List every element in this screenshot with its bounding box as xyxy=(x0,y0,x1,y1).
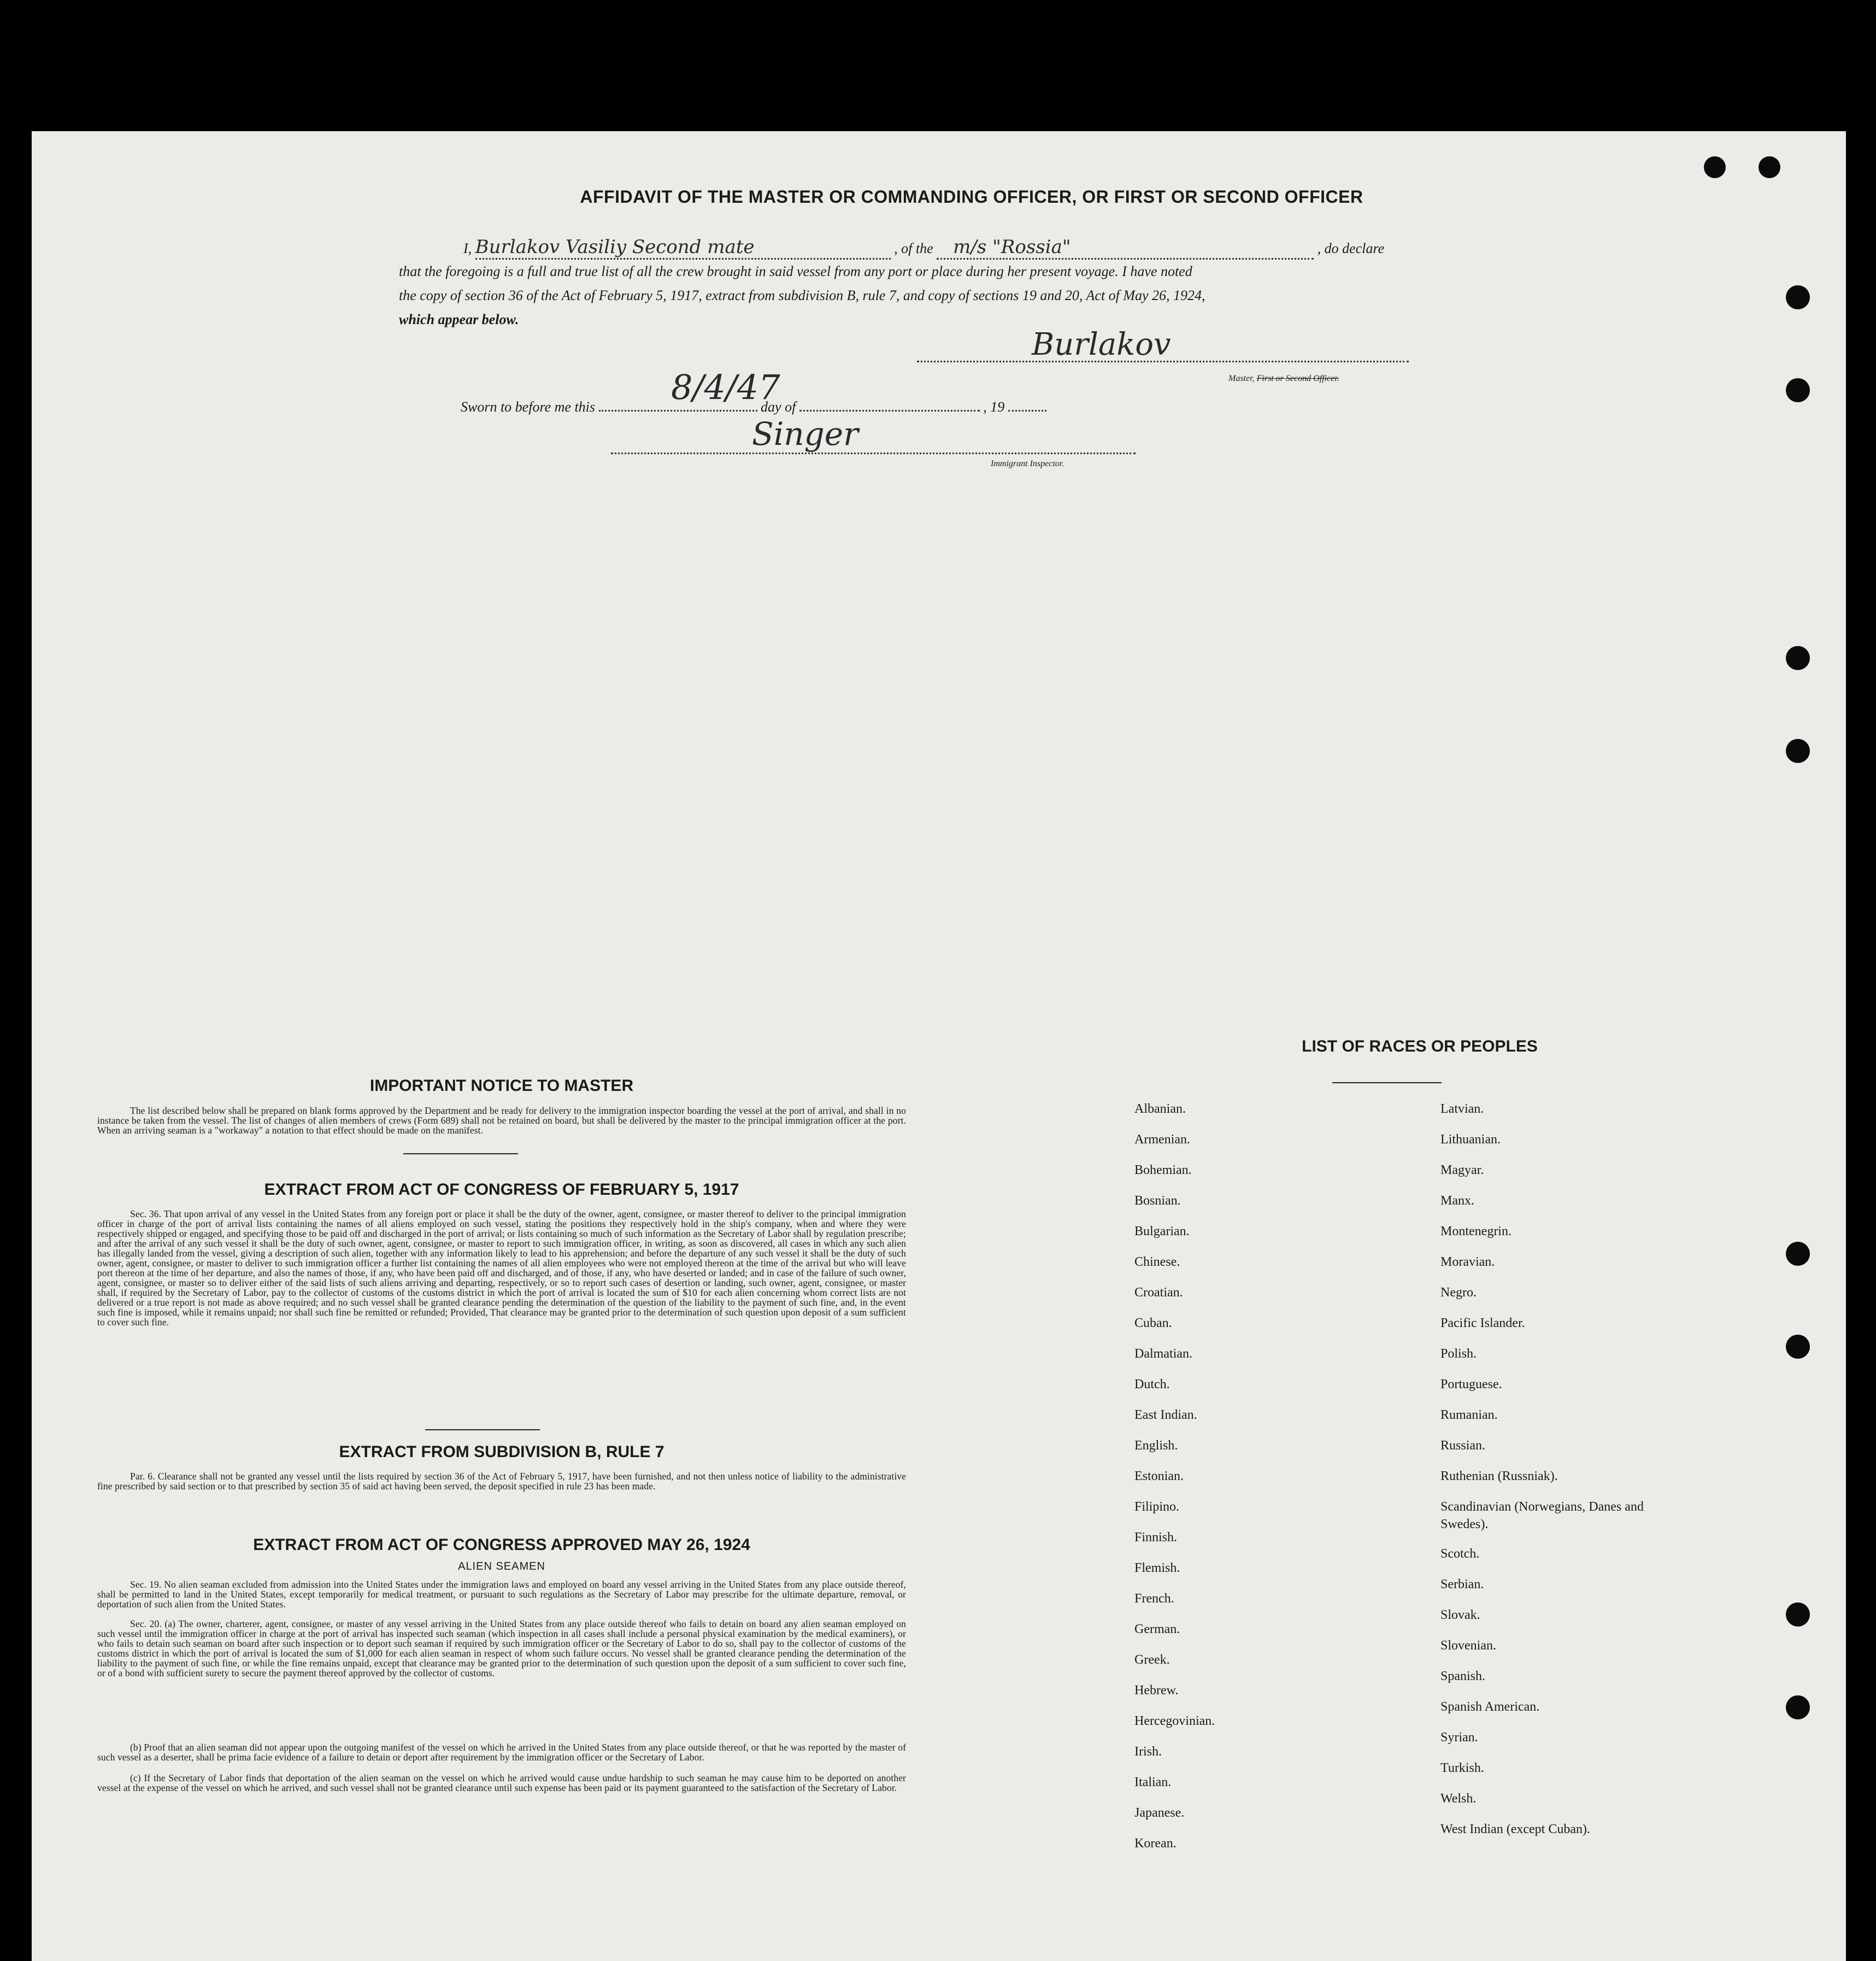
race-item: Ruthenian (Russniak). xyxy=(1440,1469,1558,1483)
i-label: I, xyxy=(463,240,472,256)
of-the-label: , of the xyxy=(894,240,933,256)
act-1917-text: Sec. 36. That upon arrival of any vessel in the United States from any foreign port or place it shall be the duty of the owner, agent, consignee, or master thereof to deliver to the principal immigration officer in charge of the port of arrival lists containing the names of all aliens employed on such vessel, stating the positions they respectively hold in the ship's company, when and where they were respectively shipped or engaged, and specifying those to be paid off and discharged in the port of arrival; or lists containing so much of such information as the Secretary of Labor shall by regulation prescribe; and after the arrival of any such vessel it shall be the duty of such owner, agent, consignee, or master to report to such immigration officer, in writing, as soon as discovered, all cases in which any such alien has illegally landed from the vessel, giving a description of such alien, together with any information likely to lead to his apprehension; and before the departure of any such vessel it shall be the duty of such owner, agent, consignee, or master to deliver to such immigration officer a further list containing the names of all alien employees who were not employed thereon at the time of the arrival but who will leave port thereon at the time of her departure, and also the names of those, if any, who have been paid off and discharged, and of those, if any, who have deserted or landed; and in case of the failure of such owner, agent, consignee, or master so to deliver either of the said lists of such aliens arriving and departing, respectively, or so to report such cases of desertion or landing, such owner, agent, consignee, or master shall, if required by the Secretary of Labor, pay to the collector of customs of the customs district in which the port of arrival is located the sum of $10 for each alien concerning whom correct lists are not delivered or a true report is not made as above required; and no such vessel shall be granted clearance pending the determination of the question of the liability to the payment of such fine, and, in the event such fine is imposed, while it remains unpaid; nor shall such fine be remitted or refunded; Provided, That clearance may be granted prior to the determination of such question upon deposit of a sum sufficient to cover such fine. xyxy=(97,1208,906,1328)
race-item: Welsh. xyxy=(1440,1792,1477,1806)
race-item: Japanese. xyxy=(1134,1806,1185,1820)
race-item: Turkish. xyxy=(1440,1761,1484,1775)
name-field xyxy=(475,236,891,260)
race-item: Polish. xyxy=(1440,1347,1477,1361)
race-item: Hebrew. xyxy=(1134,1683,1179,1698)
vessel-handwritten: m/s "Rossia" xyxy=(953,236,1071,258)
divider xyxy=(1332,1082,1442,1083)
punch-hole xyxy=(1704,156,1726,178)
race-item: German. xyxy=(1134,1622,1180,1636)
race-item: Slovenian. xyxy=(1440,1639,1496,1653)
punch-hole xyxy=(1786,1242,1810,1266)
sworn-label: Sworn to before me this xyxy=(461,399,596,415)
master-signature: Burlakov xyxy=(1032,327,1171,362)
race-item: French. xyxy=(1134,1592,1174,1606)
punch-hole xyxy=(1786,378,1810,402)
alien-seamen-subtitle: ALIEN SEAMEN xyxy=(458,1560,545,1572)
race-item: Syrian. xyxy=(1440,1730,1478,1745)
divider xyxy=(403,1153,518,1154)
race-item: Hercegovinian. xyxy=(1134,1714,1215,1728)
act-1924-sec-20b: (b) Proof that an alien seaman did not appear upon the outgoing manifest of the vessel on which he arrived in the United States from any place outside thereof, or that he was reported by the master of such vessel as a deserter, shall be prima facie evidence of a failure to detain or deport after requirement by the immigration officer or the Secretary of Labor. xyxy=(97,1742,906,1763)
master-label: Master, xyxy=(1228,374,1255,383)
vessel-field xyxy=(937,236,1314,260)
sworn-day-field xyxy=(599,410,757,412)
race-item: Scandinavian (Norwegians, Danes and Swedes). xyxy=(1440,1500,1644,1531)
act-1924-sec-19: Sec. 19. No alien seaman excluded from admission into the United States under the immigration laws and employed on board any vessel arriving in the United States from any place outside thereof, shall be permitted to land in the United States, except temporarily for medical treatment, or pursuant to such regulations as the Secretary of Labor may prescribe for the ultimate departure, removal, or deportation of such alien from the United States. xyxy=(97,1579,906,1610)
race-item: Moravian. xyxy=(1440,1255,1495,1269)
year-label: , 19 xyxy=(983,399,1005,415)
race-item: Serbian. xyxy=(1440,1577,1484,1592)
punch-hole xyxy=(1786,739,1810,763)
sworn-year-field xyxy=(1008,410,1046,412)
punch-hole xyxy=(1786,1602,1810,1627)
rule-7-text: Par. 6. Clearance shall not be granted any vessel until the lists required by section 36 of the Act of February 5, 1917, have been furnished, and not then unless notice of liability to the administrative fine prescribed by said section or to that prescribed by section 35 of said act having been served, the deposit specified in rule 23 has been made. xyxy=(97,1471,906,1492)
punch-hole xyxy=(1786,1335,1810,1359)
race-item: Italian. xyxy=(1134,1775,1172,1789)
do-declare-label: , do declare xyxy=(1317,240,1385,256)
race-item: Dalmatian. xyxy=(1134,1347,1192,1361)
first-second-officer-struck: First or Second Officer. xyxy=(1256,374,1339,383)
act-1917-title: EXTRACT FROM ACT OF CONGRESS OF FEBRUARY 5, 1917 xyxy=(264,1181,739,1199)
inspector-signature: Singer xyxy=(752,415,858,453)
race-item: Greek. xyxy=(1134,1653,1170,1667)
inspector-signature-line xyxy=(611,451,1136,454)
act-1924-sec-20c: (c) If the Secretary of Labor finds that deportation of the alien seaman on the vessel on which he arrived would cause undue hardship to such seaman he may cause him to be deported on another vessel at the expense of the vessel on which he arrived, and such vessel shall not be granted clearance until such expense has been paid or its payment guaranteed to the satisfaction of the Secretary of Labor. xyxy=(97,1772,906,1793)
race-item: Bosnian. xyxy=(1134,1194,1181,1208)
affidavit-body-line-3: which appear below. xyxy=(399,312,519,327)
race-item: Slovak. xyxy=(1440,1608,1480,1622)
race-item: Lithuanian. xyxy=(1440,1132,1501,1147)
notice-title: IMPORTANT NOTICE TO MASTER xyxy=(369,1077,634,1095)
races-title: LIST OF RACES OR PEOPLES xyxy=(1302,1037,1538,1055)
race-item: Cuban. xyxy=(1134,1316,1172,1330)
sworn-month-field xyxy=(799,410,980,412)
sworn-date-handwritten: 8/4/47 xyxy=(671,367,780,407)
rule-7-title: EXTRACT FROM SUBDIVISION B, RULE 7 xyxy=(339,1443,664,1461)
act-1924-sec-20a: Sec. 20. (a) The owner, charterer, agent, consignee, or master of any vessel arriving in the United States from any place outside thereof who fails to detain on board any alien seaman employed on such vessel until the immigration officer in charge at the port of arrival has inspected such seaman (which inspection in all cases shall include a personal physical examination by the medical examiners), or who fails to detain such seaman on board after such inspection or to deport such seaman if required by such immigration officer or the Secretary of Labor to do so, shall pay to the collector of customs of the customs district in which the port of arrival is located the sum of $1,000 for each alien seaman in respect of whom such failure occurs. No vessel shall be granted clearance pending the determination of the liability to the payment of such fine, or while the fine remains unpaid, except that clearance may be granted prior to the determination of such question upon the deposit of a sum sufficient to cover such fine, or of a bond with sufficient surety to secure the payment thereof approved by the collector of customs. xyxy=(97,1618,906,1678)
race-item: Korean. xyxy=(1134,1836,1177,1851)
race-item: Irish. xyxy=(1134,1745,1162,1759)
race-item: Pacific Islander. xyxy=(1440,1316,1525,1330)
race-item: Albanian. xyxy=(1134,1102,1186,1116)
race-item: Bulgarian. xyxy=(1134,1224,1190,1238)
notice-text: The list described below shall be prepared on blank forms approved by the Department and be ready for delivery to the immigration inspector boarding the vessel at the port of arrival, and shall in no instance be taken from the vessel. The list of changes of alien members of crews (Form 689) shall not be retained on board, but shall be delivered by the master to the principal immigration officer at the port. When an arriving seaman is a "workaway" a notation to that effect should be made on the manifest. xyxy=(97,1105,906,1136)
race-item: West Indian (except Cuban). xyxy=(1440,1822,1590,1836)
race-item: Dutch. xyxy=(1134,1377,1170,1392)
act-1924-title: EXTRACT FROM ACT OF CONGRESS APPROVED MAY 26, 1924 xyxy=(253,1536,750,1554)
race-item: Latvian. xyxy=(1440,1102,1484,1116)
race-item: Russian. xyxy=(1440,1439,1486,1453)
affidavit-declaration-line xyxy=(463,236,1384,260)
race-item: Filipino. xyxy=(1134,1500,1180,1514)
race-item: Finnish. xyxy=(1134,1530,1178,1545)
race-item: Manx. xyxy=(1440,1194,1474,1208)
punch-hole xyxy=(1759,156,1780,178)
race-item: English. xyxy=(1134,1439,1178,1453)
punch-hole xyxy=(1786,285,1810,309)
name-handwritten: Burlakov Vasiliy Second mate xyxy=(475,236,755,258)
race-item: Bohemian. xyxy=(1134,1163,1192,1177)
affidavit-body-line-2: the copy of section 36 of the Act of February 5, 1917, extract from subdivision B, rule 7, and copy of sections 19 and 20, Act of May 26, 1924, xyxy=(399,287,1205,303)
inspector-label: Immigrant Inspector. xyxy=(991,459,1065,468)
race-item: Negro. xyxy=(1440,1285,1477,1300)
race-item: Croatian. xyxy=(1134,1285,1183,1300)
affidavit-body-line-1: that the foregoing is a full and true list of all the crew brought in said vessel from any port or place during her present voyage. I have noted xyxy=(399,263,1192,279)
punch-hole xyxy=(1786,1695,1810,1719)
document-page xyxy=(32,131,1846,1961)
race-item: Spanish American. xyxy=(1440,1700,1540,1714)
master-title-label xyxy=(1228,374,1339,384)
race-item: East Indian. xyxy=(1134,1408,1197,1422)
day-of-label: day of xyxy=(761,399,796,415)
race-item: Armenian. xyxy=(1134,1132,1190,1147)
race-item: Rumanian. xyxy=(1440,1408,1498,1422)
punch-hole xyxy=(1786,646,1810,670)
affidavit-title: AFFIDAVIT OF THE MASTER OR COMMANDING OFFICER, OR FIRST OR SECOND OFFICER xyxy=(580,187,1363,207)
race-item: Magyar. xyxy=(1440,1163,1484,1177)
race-item: Scotch. xyxy=(1440,1547,1480,1561)
race-item: Portuguese. xyxy=(1440,1377,1502,1392)
race-item: Spanish. xyxy=(1440,1669,1486,1683)
race-item: Montenegrin. xyxy=(1440,1224,1512,1238)
race-item: Flemish. xyxy=(1134,1561,1180,1575)
divider xyxy=(425,1429,540,1430)
race-item: Chinese. xyxy=(1134,1255,1180,1269)
race-item: Estonian. xyxy=(1134,1469,1184,1483)
